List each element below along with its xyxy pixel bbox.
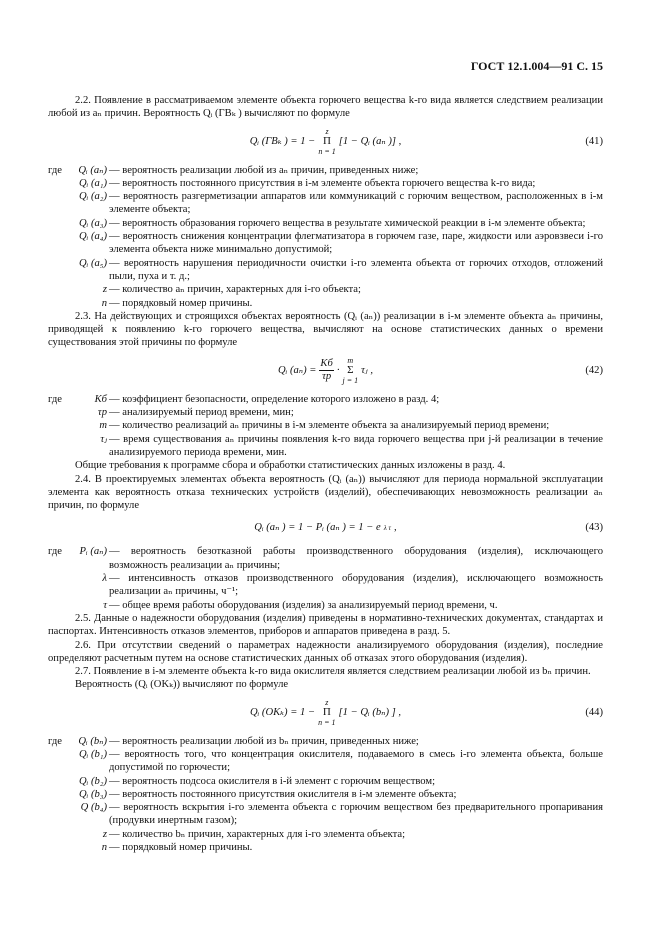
term-symbol: Qᵢ (a₂) xyxy=(78,191,107,203)
definition-item xyxy=(48,788,603,801)
product-operator: z Π n = 1 xyxy=(318,698,336,728)
definition-item xyxy=(48,572,603,599)
formula-lhs: Qᵢ (OKₖ) = 1 − xyxy=(249,706,316,718)
formula-42: Qᵢ (aₙ) = $\frac{Kб}{\tau р}$ · m Σ j = 1 τⱼ , (42) xyxy=(278,356,603,386)
definition-item xyxy=(48,217,603,230)
paragraph-2-2: 2.2. Появление в рассматриваемом элементе объекта горючего вещества k-го вида является следствием реализации любой из aₙ причин. Вероятность Qᵢ (ГВₖ ) вычисляют по формуле xyxy=(48,95,603,120)
definition-text: — вероятность нарушения периодичности очистки i-го элемента объекта от горючих отходов, отложений пыли, пуха и т. д.; xyxy=(107,257,603,284)
definition-text: — вероятность вскрытия i-го элемента объекта с горючим веществом без предварительного пропаривания (продувки инертным газом); xyxy=(107,801,603,828)
paragraph-2-3: 2.3. На действующих и строящихся объектах вероятность (Qᵢ (aₙ)) реализации в i-м элементе объекта aₙ причины, приводящей к появлению k-го горючего вещества, вычисляют на основе статистических данных о времени существования этой причины по формуле xyxy=(48,310,603,349)
term-symbol: Pᵢ (aₙ) xyxy=(79,546,107,558)
definition-text: — количество реализаций aₙ причины в i-м элементе объекта за анализируемый период времени; xyxy=(107,419,603,432)
definition-item xyxy=(48,748,603,775)
paragraph-general: Общие требования к программе сбора и обработки статистических данных изложены в разд. 4. xyxy=(75,460,506,472)
term-symbol: τр xyxy=(97,407,107,419)
definition-term xyxy=(48,572,107,599)
definition-term xyxy=(48,164,107,177)
definition-text: — количество bₙ причин, характерных для i-го элемента объекта; xyxy=(107,828,603,841)
term-symbol: τⱼ xyxy=(100,433,107,445)
definition-text: — вероятность того, что концентрация окислителя, подаваемого в смесь i-го элемента объекта, больше допустимой по горючести; xyxy=(107,748,603,775)
formula-rhs: [1 − Qᵢ (aₙ )] , xyxy=(338,135,402,147)
definition-term xyxy=(48,788,107,801)
definition-text: — вероятность реализации любой из bₙ причин, приведенных ниже; xyxy=(107,735,603,748)
definitions-42 xyxy=(48,393,603,459)
term-symbol: n xyxy=(101,297,107,309)
term-symbol: Qᵢ (a₁) xyxy=(78,177,107,189)
formula-expression: Qᵢ (aₙ ) = 1 − Pᵢ (aₙ ) = 1 − e xyxy=(254,522,381,534)
definition-term xyxy=(48,177,107,190)
definition-text: — вероятность разгерметизации аппаратов или коммуникаций с горючим веществом, расположенных в i-м элементе объекта; xyxy=(107,190,603,217)
formula-44 xyxy=(48,698,603,728)
definitions-41 xyxy=(48,164,603,310)
definition-item xyxy=(48,297,603,310)
equation-number: (43) xyxy=(585,522,603,534)
definition-text: — вероятность постоянного присутствия в i-м элементе объекта горючего вещества k-го вида; xyxy=(107,177,603,190)
document-body xyxy=(48,94,603,854)
definition-item xyxy=(48,545,603,572)
fraction: $\frac{Kб}{\tau р}$ xyxy=(320,358,333,383)
term-symbol: z xyxy=(102,284,107,296)
formula-lhs: Qᵢ (ГВₖ ) = 1 − xyxy=(249,135,316,147)
definition-text: — анализируемый период времени, мин; xyxy=(107,406,603,419)
formula-lhs: Qᵢ (aₙ) = xyxy=(278,364,317,376)
definition-item xyxy=(48,177,603,190)
definition-text: — вероятность образования горючего вещества в результате химической реакции в i-м элементе объекта; xyxy=(107,217,603,230)
term-symbol: Kб xyxy=(94,393,107,405)
definitions-43 xyxy=(48,545,603,611)
definition-item xyxy=(48,419,603,432)
where-label: где xyxy=(48,393,62,405)
equation-number: (42) xyxy=(585,364,603,376)
definition-text: — общее время работы оборудования (изделия) за анализируемый период времени, ч. xyxy=(107,599,603,612)
definition-item xyxy=(48,230,603,257)
term-symbol: Qᵢ (b₁) xyxy=(78,748,107,760)
paragraph-2-7: 2.7. Появление в i-м элементе объекта k-го вида окислителя является следствием реализации любой из bₙ причин. xyxy=(75,666,591,678)
definition-item xyxy=(48,801,603,828)
definition-text: — вероятность снижения концентрации флегматизатора в горючем газе, паре, жидкости или аэровзвеси i-го элемента объекта ниже минимально допустимой; xyxy=(107,230,603,257)
definition-term xyxy=(48,545,107,572)
definition-term xyxy=(48,230,107,257)
definition-text: — интенсивность отказов производственного оборудования (изделия), исключающего возможность реализации aₙ причины, ч⁻¹; xyxy=(107,572,603,599)
definition-item xyxy=(48,775,603,788)
term-symbol: m xyxy=(99,420,107,432)
formula-rhs: [1 − Qᵢ (bₙ) ] , xyxy=(338,706,402,718)
definition-item xyxy=(48,735,603,748)
definition-text: — вероятность подсоса окислителя в i-й элемент с горючим веществом; xyxy=(107,775,603,788)
where-label: где xyxy=(48,164,62,176)
term-symbol: Qᵢ (a₅) xyxy=(78,257,107,269)
definition-text: — вероятность безотказной работы производственного оборудования (изделия), исключающего возможность реализации aₙ причины; xyxy=(107,545,603,572)
definition-item xyxy=(48,599,603,612)
definition-item xyxy=(48,164,603,177)
term-symbol: z xyxy=(102,828,107,840)
term-symbol: Q (b₄) xyxy=(80,802,107,814)
where-label: где xyxy=(48,735,62,747)
product-operator: z Π n = 1 xyxy=(318,127,336,157)
term-symbol: Qᵢ (b₃) xyxy=(78,788,107,800)
definition-term xyxy=(48,297,107,310)
definition-item xyxy=(48,257,603,284)
definition-term xyxy=(48,599,107,612)
definition-term xyxy=(48,406,107,419)
formula-43: Qᵢ (aₙ ) = 1 − Pᵢ (aₙ ) = 1 − e λ τ , (43) xyxy=(48,516,603,540)
definitions-44 xyxy=(48,735,603,855)
term-symbol: Qᵢ (b₂) xyxy=(78,775,107,787)
definition-term xyxy=(48,419,107,432)
definition-item xyxy=(48,283,603,296)
definition-item xyxy=(48,841,603,854)
term-symbol: Qᵢ (a₄) xyxy=(78,231,107,243)
term-symbol: λ xyxy=(102,573,107,585)
definition-term xyxy=(48,283,107,296)
definition-item xyxy=(48,190,603,217)
formula-rhs: τⱼ , xyxy=(361,364,373,376)
definition-term xyxy=(48,828,107,841)
definition-text: — количество aₙ причин, характерных для i-го объекта; xyxy=(107,283,603,296)
definition-item xyxy=(48,406,603,419)
paragraph-2-7-probability: Вероятность (Qᵢ (OKₖ)) вычисляют по формуле xyxy=(75,679,289,691)
sum-operator: m Σ j = 1 xyxy=(342,356,359,386)
term-symbol: n xyxy=(101,842,107,854)
definition-text: — порядковый номер причины. xyxy=(107,297,603,310)
definition-item xyxy=(48,828,603,841)
equation-number: (41) xyxy=(585,135,603,147)
definition-text: — вероятность реализации любой из aₙ причин, приведенных ниже; xyxy=(107,164,603,177)
formula-41 xyxy=(48,127,603,157)
definition-term xyxy=(48,433,107,460)
definition-term xyxy=(48,748,107,775)
definition-text: — вероятность постоянного присутствия окислителя в i-м элементе объекта; xyxy=(107,788,603,801)
definition-item xyxy=(48,393,603,406)
definition-term xyxy=(48,841,107,854)
definition-term xyxy=(48,393,107,406)
term-symbol: Qᵢ (bₙ) xyxy=(78,735,107,747)
definition-text: — время существования aₙ причины появления k-го вида горючего вещества при j-й реализации в течение анализируемого периода времени, мин. xyxy=(107,433,603,460)
definition-term xyxy=(48,217,107,230)
definition-term xyxy=(48,735,107,748)
term-symbol: Qᵢ (aₙ) xyxy=(78,164,107,176)
where-label: где xyxy=(48,546,62,558)
paragraph-2-6: 2.6. При отсутствии сведений о параметрах надежности анализируемого оборудования (изделия), последние определяют расчетным путем на основе статистических данных об отказах этого оборудования (изделия). xyxy=(48,639,603,664)
definition-text: — порядковый номер причины. xyxy=(107,841,603,854)
term-symbol: τ xyxy=(103,599,107,611)
term-symbol: Qᵢ (a₃) xyxy=(78,217,107,229)
equation-number: (44) xyxy=(585,706,603,718)
paragraph-2-5: 2.5. Данные о надежности оборудования (изделия) приведены в нормативно-технических документах, стандартах и паспортах. Интенсивность отказов элементов, приборов и аппаратов приведена в разд. 5. xyxy=(48,612,603,638)
definition-term xyxy=(48,775,107,788)
definition-item xyxy=(48,433,603,460)
definition-term xyxy=(48,257,107,284)
page-header: ГОСТ 12.1.004—91 С. 15 xyxy=(470,59,603,73)
exponent: λ τ xyxy=(383,524,392,533)
definition-term xyxy=(48,801,107,828)
paragraph-2-4: 2.4. В проектируемых элементах объекта вероятность (Qᵢ (aₙ)) вычисляют для периода нормальной эксплуатации элемента как вероятность отказа технических устройств (изделий), обеспечивающих невозможность реализации aₙ причин, по формуле xyxy=(48,473,603,512)
definition-term xyxy=(48,190,107,217)
definition-text: — коэффициент безопасности, определение которого изложено в разд. 4; xyxy=(107,393,603,406)
